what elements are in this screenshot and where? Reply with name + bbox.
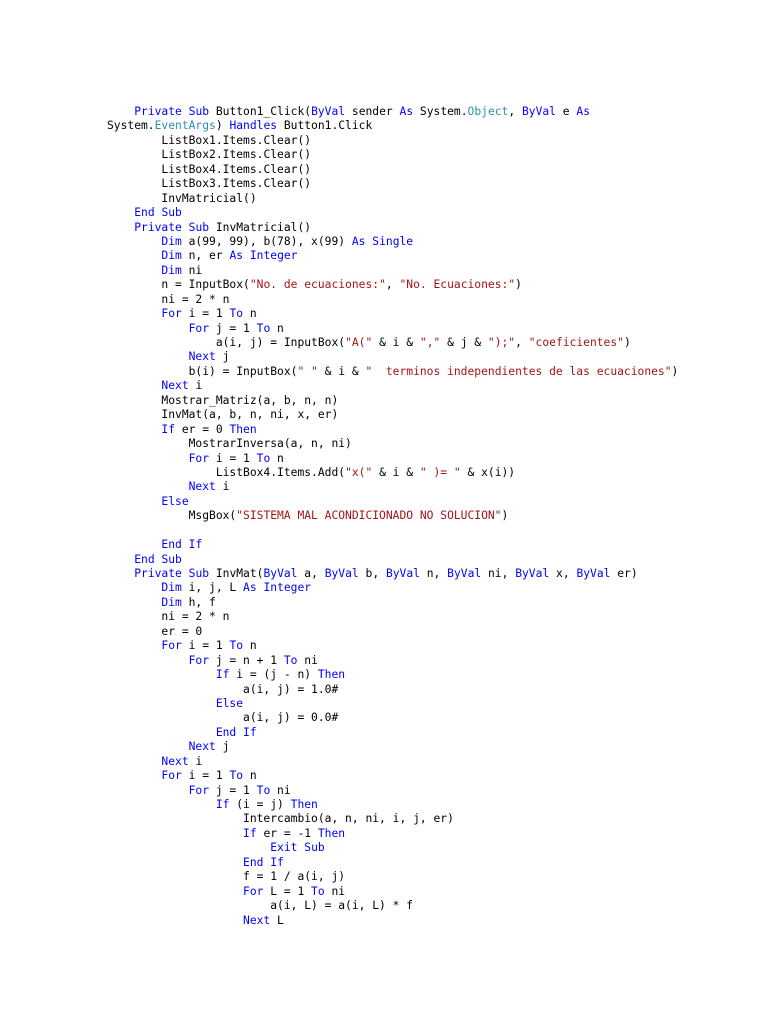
- code-text: e: [555, 105, 577, 118]
- code-indent: [107, 235, 161, 248]
- code-keyword: Then: [290, 798, 318, 811]
- code-keyword: Sub: [161, 206, 182, 220]
- code-string: " terminos independientes de las ecuaciones": [365, 364, 672, 378]
- code-text: ni,: [481, 567, 516, 580]
- code-indent: [107, 480, 189, 493]
- code-line: [107, 322, 747, 336]
- code-text: [182, 567, 189, 580]
- code-text: er = 0: [161, 624, 203, 638]
- code-indent: [107, 163, 161, 176]
- code-line: [107, 654, 747, 668]
- code-line: [107, 365, 747, 379]
- code-keyword: To: [256, 451, 271, 465]
- code-text: h, f: [181, 595, 216, 609]
- code-text: er = -1: [256, 826, 318, 840]
- code-text: a(i, j) = 1.0#: [243, 682, 339, 696]
- code-text: ListBox4.Items.Clear(): [161, 162, 312, 176]
- code-keyword: Dim: [161, 581, 182, 595]
- code-text: a(i, L) = a(i, L) * f: [270, 899, 414, 913]
- code-line: [107, 827, 747, 841]
- code-line: [107, 423, 747, 437]
- code-indent: [107, 293, 161, 306]
- code-string: " )= ": [419, 465, 461, 479]
- code-keyword: If: [270, 855, 284, 869]
- code-line: [107, 480, 747, 494]
- code-keyword: Exit: [270, 841, 298, 855]
- code-keyword: Integer: [263, 581, 312, 595]
- code-text: ni = 2 * n: [161, 292, 230, 306]
- code-text: ): [501, 509, 509, 523]
- code-keyword: For: [161, 639, 182, 653]
- code-text: & i &: [372, 465, 420, 479]
- code-string: "A(": [345, 336, 373, 349]
- code-indent: [107, 408, 161, 421]
- code-indent: [107, 423, 161, 436]
- code-indent: [107, 264, 161, 277]
- code-keyword: End: [215, 725, 237, 739]
- code-text: System.: [413, 105, 468, 118]
- code-type: Object: [467, 105, 509, 118]
- code-indent: [107, 870, 243, 883]
- code-indent: [107, 755, 161, 768]
- code-indent: [107, 249, 161, 262]
- code-line: [107, 870, 747, 884]
- code-keyword: ByVal: [385, 567, 420, 580]
- code-string: ");": [487, 336, 516, 349]
- code-indent: [107, 885, 243, 898]
- code-line: [107, 163, 747, 177]
- code-line: [107, 235, 747, 249]
- code-text: MsgBox(: [188, 509, 237, 523]
- code-text: ,: [508, 105, 522, 118]
- code-text: MostrarInversa(a, n, ni): [188, 437, 352, 451]
- code-indent: [107, 581, 161, 594]
- code-indent: [107, 495, 161, 508]
- code-line: [107, 625, 747, 639]
- code-line: [107, 307, 747, 321]
- code-text: i = 1: [181, 769, 230, 783]
- code-text: Button1_Click(: [209, 105, 312, 118]
- code-line: [107, 524, 747, 538]
- code-text: i, j, L: [181, 581, 244, 595]
- code-indent: [107, 394, 161, 407]
- code-indent: [107, 625, 161, 638]
- code-text: (i = j): [229, 798, 291, 811]
- code-text: n: [243, 769, 257, 783]
- code-keyword: Then: [317, 668, 346, 682]
- code-indent: [107, 740, 189, 753]
- code-keyword: End: [161, 538, 182, 552]
- code-indent: [107, 596, 161, 609]
- code-keyword: As: [351, 234, 366, 248]
- code-keyword: For: [188, 653, 210, 667]
- code-keyword: Next: [161, 754, 189, 768]
- code-text: & x(i)): [460, 465, 516, 479]
- code-keyword: ByVal: [447, 567, 482, 580]
- code-indent: [107, 350, 189, 363]
- code-text: f = 1 / a(i, j): [243, 870, 346, 884]
- code-indent: [107, 134, 161, 147]
- code-text: n: [270, 321, 284, 335]
- code-keyword: Then: [229, 422, 257, 436]
- code-line: [107, 596, 747, 610]
- code-string: "No. de ecuaciones:": [249, 278, 386, 292]
- code-text: [182, 105, 189, 118]
- code-keyword: To: [283, 653, 298, 667]
- code-keyword: If: [161, 422, 176, 436]
- code-keyword: To: [256, 321, 271, 335]
- code-keyword: To: [229, 639, 244, 653]
- code-text: ListBox1.Items.Clear(): [161, 133, 312, 147]
- code-keyword: For: [243, 884, 264, 898]
- code-text: i = (j - n): [229, 668, 318, 682]
- code-text: j = 1: [209, 783, 257, 797]
- code-keyword: Dim: [161, 234, 182, 248]
- code-indent: [107, 177, 161, 190]
- code-text: n,: [419, 567, 448, 580]
- code-indent: [107, 697, 216, 710]
- code-line: [107, 350, 747, 364]
- code-indent: [107, 856, 243, 869]
- code-indent: [107, 336, 216, 349]
- code-text: i: [215, 480, 230, 494]
- code-text: L = 1: [263, 884, 312, 898]
- code-indent: [107, 509, 189, 522]
- code-text: InvMatricial(): [209, 220, 312, 234]
- code-indent: [107, 307, 161, 320]
- code-line: [107, 668, 747, 682]
- code-text: ListBox3.Items.Clear(): [161, 177, 312, 191]
- code-keyword: If: [215, 798, 230, 811]
- code-keyword: ByVal: [515, 567, 550, 580]
- code-line: [107, 134, 747, 148]
- code-type: EventArgs: [154, 119, 216, 133]
- code-indent: [107, 899, 270, 912]
- code-line: [107, 841, 747, 855]
- code-line: [107, 437, 747, 451]
- code-line: [107, 466, 747, 480]
- code-keyword: Next: [188, 350, 216, 364]
- code-keyword: Next: [188, 480, 216, 494]
- code-line: [107, 177, 747, 191]
- code-line: [107, 264, 747, 278]
- code-text: b(i) = InputBox(: [188, 364, 298, 378]
- code-indent: [107, 798, 216, 811]
- code-indent: [107, 452, 189, 465]
- code-indent: [107, 466, 216, 479]
- code-text: j: [215, 350, 230, 364]
- code-keyword: To: [229, 307, 244, 321]
- code-line: [107, 408, 747, 422]
- code-text: [243, 249, 250, 262]
- code-string: "SISTEMA MAL ACONDICIONADO NO SOLUCION": [236, 509, 502, 523]
- code-indent: [107, 914, 243, 927]
- code-text: ): [671, 364, 679, 378]
- code-keyword: As: [576, 105, 590, 118]
- code-line: [107, 755, 747, 769]
- code-line: [107, 581, 747, 595]
- code-text: Button1.Click: [277, 119, 373, 133]
- code-text: a(99, 99), b(78), x(99): [181, 234, 352, 248]
- code-line: [107, 206, 747, 220]
- code-line: [107, 148, 747, 162]
- code-text: ): [623, 336, 631, 349]
- code-text: & i &: [372, 336, 420, 349]
- code-indent: [107, 206, 134, 219]
- code-text: ni = 2 * n: [161, 610, 230, 624]
- code-indent: [107, 322, 189, 335]
- code-line: [107, 567, 747, 581]
- code-text: ListBox2.Items.Clear(): [161, 148, 312, 162]
- code-text: x,: [549, 567, 577, 580]
- code-keyword: If: [215, 668, 230, 682]
- code-keyword: For: [161, 769, 182, 783]
- code-text: j: [215, 740, 230, 754]
- code-text: L: [270, 913, 284, 927]
- code-text: Intercambio(a, n, ni, i, j, er): [243, 812, 454, 826]
- code-keyword: Dim: [161, 595, 182, 609]
- code-indent: [107, 639, 161, 652]
- code-keyword: Else: [161, 494, 189, 508]
- code-line: [107, 119, 747, 133]
- code-text: n: [243, 307, 257, 321]
- code-keyword: Next: [243, 913, 271, 927]
- code-keyword: ByVal: [576, 567, 611, 580]
- code-keyword: As: [399, 105, 414, 118]
- code-text: ListBox4.Items.Add(: [215, 465, 346, 479]
- code-line: [107, 711, 747, 725]
- code-text: a,: [297, 567, 325, 580]
- code-string: "x(": [345, 465, 373, 479]
- code-line: [107, 856, 747, 870]
- code-line: [107, 885, 747, 899]
- code-indent: [107, 105, 134, 118]
- code-keyword: Single: [372, 234, 414, 248]
- code-keyword: End: [134, 206, 155, 220]
- code-text: ni: [270, 783, 291, 797]
- code-text: [182, 538, 189, 551]
- code-line: [107, 639, 747, 653]
- code-text: n, er: [181, 249, 230, 263]
- code-line: [107, 798, 747, 812]
- code-keyword: End: [243, 855, 264, 869]
- code-keyword: If: [243, 826, 257, 840]
- code-keyword: Private: [134, 567, 182, 580]
- code-keyword: ByVal: [521, 105, 556, 118]
- code-keyword: Integer: [249, 249, 298, 263]
- code-keyword: Sub: [188, 105, 210, 118]
- code-text: ni: [181, 263, 203, 277]
- code-indent: [107, 567, 134, 580]
- code-text: sender: [345, 105, 400, 118]
- code-line: [107, 812, 747, 826]
- code-text: i: [188, 379, 203, 393]
- code-keyword: Dim: [161, 263, 182, 277]
- code-indent: [107, 192, 161, 205]
- code-indent: [107, 769, 161, 782]
- code-text: System.: [107, 119, 155, 133]
- code-indent: [107, 668, 216, 681]
- code-keyword: ByVal: [324, 567, 359, 580]
- code-keyword: Private: [134, 105, 182, 118]
- code-keyword: As: [229, 249, 244, 263]
- code-text: & j &: [440, 336, 488, 349]
- code-text: & i &: [317, 364, 366, 378]
- code-keyword: To: [256, 783, 271, 797]
- code-line: [107, 394, 747, 408]
- code-keyword: Sub: [188, 220, 210, 234]
- code-indent: [107, 538, 161, 551]
- code-keyword: To: [311, 884, 325, 898]
- code-indent: [107, 553, 134, 566]
- code-string: " ": [297, 364, 318, 378]
- code-string: ",": [419, 336, 441, 349]
- code-keyword: Next: [161, 379, 189, 393]
- code-keyword: For: [188, 451, 210, 465]
- code-line: [107, 509, 747, 523]
- code-indent: [107, 812, 243, 825]
- code-indent: [107, 221, 134, 234]
- code-line: [107, 221, 747, 235]
- code-line: [107, 293, 747, 307]
- code-text: n: [270, 451, 284, 465]
- code-text: ): [515, 278, 522, 292]
- code-keyword: To: [229, 769, 244, 783]
- code-text: i = 1: [209, 451, 257, 465]
- code-text: ,: [385, 278, 400, 292]
- code-keyword: Next: [188, 740, 216, 754]
- code-line: [107, 610, 747, 624]
- code-text: n = InputBox(: [161, 278, 250, 292]
- code-text: n: [243, 639, 257, 653]
- code-text: b,: [358, 567, 386, 580]
- code-text: ni: [324, 884, 346, 898]
- code-indent: [107, 841, 270, 854]
- code-text: j = 1: [209, 321, 257, 335]
- code-indent: [107, 683, 243, 696]
- code-line: [107, 914, 747, 928]
- code-keyword: Then: [317, 826, 346, 840]
- code-keyword: Sub: [188, 567, 210, 580]
- code-indent: [107, 784, 189, 797]
- code-keyword: End: [134, 552, 155, 566]
- code-keyword: For: [161, 307, 182, 321]
- code-indent: [107, 148, 161, 161]
- code-keyword: As: [243, 581, 257, 595]
- code-text: ,: [515, 336, 529, 349]
- code-indent: [107, 365, 189, 378]
- code-indent: [107, 711, 243, 724]
- code-keyword: For: [188, 783, 210, 797]
- code-line: [107, 740, 747, 754]
- code-line: [107, 726, 747, 740]
- code-line: [107, 278, 747, 292]
- code-line: [107, 336, 747, 350]
- code-text: ): [215, 119, 230, 133]
- code-text: [182, 221, 189, 234]
- code-text: InvMat(a, b, n, ni, x, er): [161, 408, 339, 422]
- code-keyword: ByVal: [311, 105, 346, 118]
- code-line: [107, 379, 747, 393]
- code-line: [107, 683, 747, 697]
- code-keyword: For: [188, 321, 210, 335]
- code-line: [107, 899, 747, 913]
- code-text: ni: [297, 653, 318, 667]
- code-indent: [107, 278, 161, 291]
- code-keyword: If: [188, 538, 203, 552]
- code-text: a(i, j) = 0.0#: [243, 711, 339, 725]
- code-keyword: ByVal: [263, 567, 298, 580]
- code-text: i = 1: [181, 639, 230, 653]
- code-line: [107, 697, 747, 711]
- code-indent: [107, 437, 189, 450]
- code-keyword: Handles: [229, 119, 278, 133]
- code-text: Mostrar_Matriz(a, b, n, n): [161, 393, 339, 407]
- code-string: "No. Ecuaciones:": [399, 278, 516, 292]
- code-line: [107, 553, 747, 567]
- code-text: i: [188, 754, 203, 768]
- code-keyword: Else: [215, 696, 244, 710]
- code-line: [107, 538, 747, 552]
- code-listing: [107, 105, 747, 928]
- code-line: [107, 452, 747, 466]
- code-text: er = 0: [175, 422, 230, 436]
- code-line: [107, 769, 747, 783]
- code-text: er): [610, 567, 638, 580]
- code-line: [107, 192, 747, 206]
- code-indent: [107, 726, 216, 739]
- code-text: InvMatricial(): [161, 191, 257, 205]
- code-keyword: If: [243, 725, 257, 739]
- code-line: [107, 249, 747, 263]
- code-keyword: Sub: [304, 841, 325, 855]
- code-keyword: Private: [134, 220, 182, 234]
- code-indent: [107, 654, 189, 667]
- code-line: [107, 784, 747, 798]
- code-indent: [107, 610, 161, 623]
- code-text: a(i, j) = InputBox(: [215, 336, 346, 349]
- code-keyword: Sub: [161, 552, 182, 566]
- code-indent: [107, 379, 161, 392]
- code-text: i = 1: [181, 307, 230, 321]
- code-text: InvMat(: [209, 567, 264, 580]
- code-indent: [107, 827, 243, 840]
- code-keyword: Dim: [161, 249, 182, 263]
- code-line: [107, 105, 747, 119]
- code-string: "coeficientes": [528, 336, 624, 349]
- code-line: [107, 495, 747, 509]
- code-text: j = n + 1: [209, 653, 284, 667]
